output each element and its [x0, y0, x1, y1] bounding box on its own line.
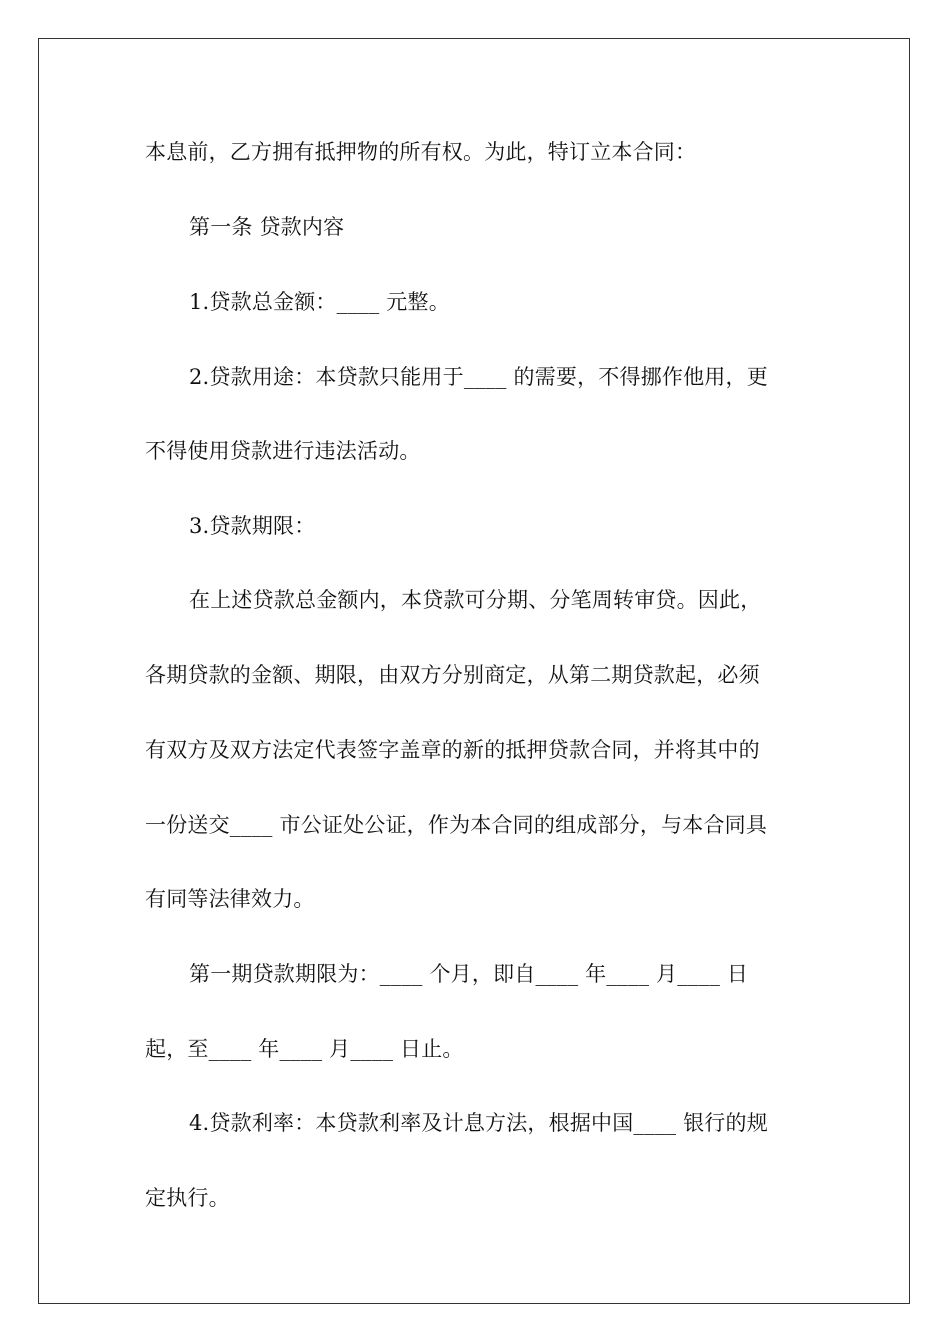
paragraph-line: 在上述贷款总金额内，本贷款可分期、分笔周转审贷。因此， — [189, 588, 762, 612]
paragraph-line: 不得使用贷款进行违法活动。 — [145, 439, 421, 463]
paragraph-line: 1.贷款总金额：____ 元整。 — [189, 290, 450, 314]
paragraph-line: 各期贷款的金额、期限，由双方分别商定，从第二期贷款起，必须 — [145, 663, 760, 687]
paragraph-line: 3.贷款期限： — [189, 514, 316, 538]
paragraph-line: 2.贷款用途：本贷款只能用于____ 的需要，不得挪作他用，更 — [189, 365, 768, 389]
paragraph-line: 起，至____ 年____ 月____ 日止。 — [145, 1037, 464, 1061]
paragraph-line: 一份送交____ 市公证处公证，作为本合同的组成部分，与本合同具 — [145, 813, 768, 837]
paragraph-line: 定执行。 — [145, 1186, 230, 1210]
paragraph-line: 有同等法律效力。 — [145, 887, 315, 911]
article-heading: 第一条 贷款内容 — [189, 215, 345, 239]
paragraph-line: 4.贷款利率：本贷款利率及计息方法，根据中国____ 银行的规 — [189, 1111, 768, 1135]
paragraph-line: 有双方及双方法定代表签字盖章的新的抵押贷款合同，并将其中的 — [145, 738, 760, 762]
paragraph-line: 第一期贷款期限为：____ 个月，即自____ 年____ 月____ 日 — [189, 962, 749, 986]
paragraph-line: 本息前，乙方拥有抵押物的所有权。为此，特订立本合同： — [145, 140, 697, 164]
